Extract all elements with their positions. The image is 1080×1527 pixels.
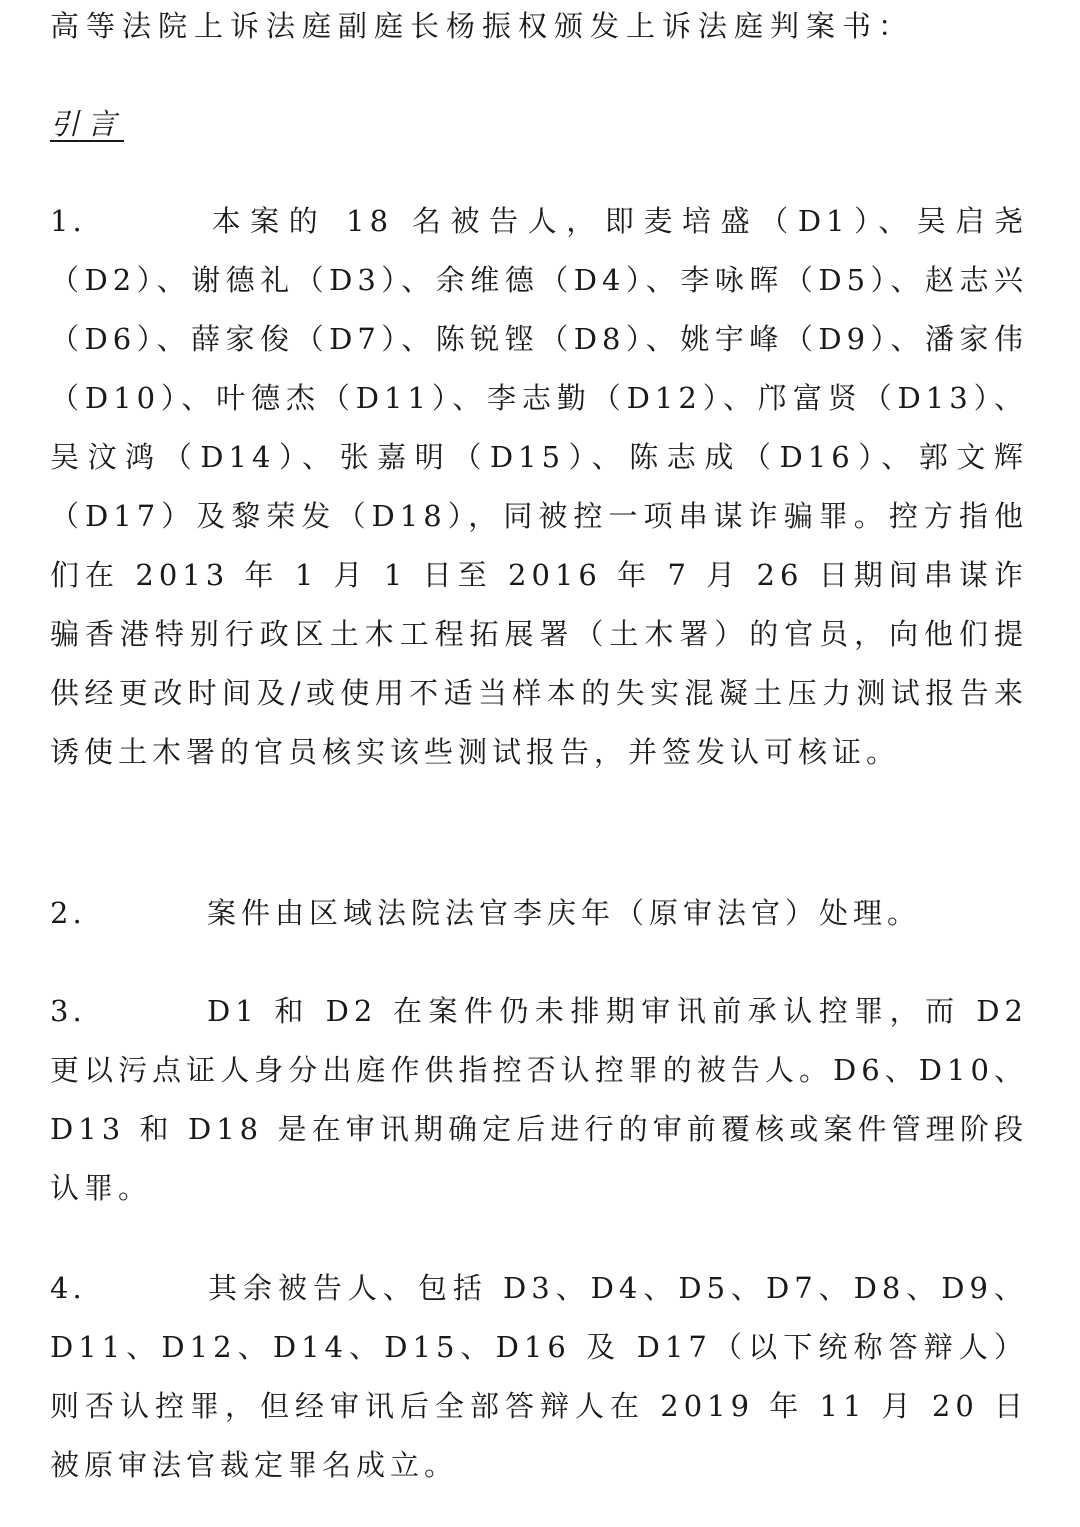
paragraph-text: 其余被告人、包括 D3、D4、D5、D7、D8、D9、D11、D12、D14、D15、D16 及 D17（以下统称答辩人）则否认控罪，但经审讯后全部答辩人在 2019 年 11 月 20 日被原审法官裁定罪名成立。 [50,1271,1028,1482]
paragraph-3 [50,982,1028,1218]
paragraph-number: 4. [50,1271,86,1305]
paragraph-number: 1. [50,204,86,238]
paragraph-text: 本案的 18 名被告人，即麦培盛（D1）、吴启尧（D2）、谢德礼（D3）、余维德（D4）、李咏晖（D5）、赵志兴（D6）、薛家俊（D7）、陈锐铿（D8）、姚宇峰（D9）、潘家伟（D10）、叶德杰（D11）、李志勤（D12）、邝富贤（D13）、吴汶鸿（D14）、张嘉明（D15）、陈志成（D16）、郭文辉（D17）及黎荣发（D18），同被控一项串谋诈骗罪。控方指他们在 2013 年 1 月 1 日至 2016 年 7 月 26 日期间串谋诈骗香港特别行政区土木工程拓展署（土木署）的官员，向他们提供经更改时间及/或使用不适当样本的失实混凝土压力测试报告来诱使土木署的官员核实该些测试报告，并签发认可核证。 [50,204,1028,769]
paragraph-text: D1 和 D2 在案件仍未排期审讯前承认控罪，而 D2 更以污点证人身分出庭作供指控否认控罪的被告人。D6、D10、D13 和 D18 是在审讯期确定后进行的审前覆核或案件管理阶段认罪。 [50,994,1028,1205]
judgment-header: 高等法院上诉法庭副庭长杨振权颁发上诉法庭判案书： [50,9,915,43]
paragraph-number: 3. [50,994,86,1028]
paragraph-text: 案件由区域法院法官李庆年（原审法官）处理。 [207,896,922,930]
paragraph-1 [50,192,1028,782]
paragraph-2 [50,884,1028,943]
section-heading-introduction: 引言 [50,107,125,141]
paragraph-number: 2. [50,896,86,930]
paragraph-4 [50,1259,1028,1495]
